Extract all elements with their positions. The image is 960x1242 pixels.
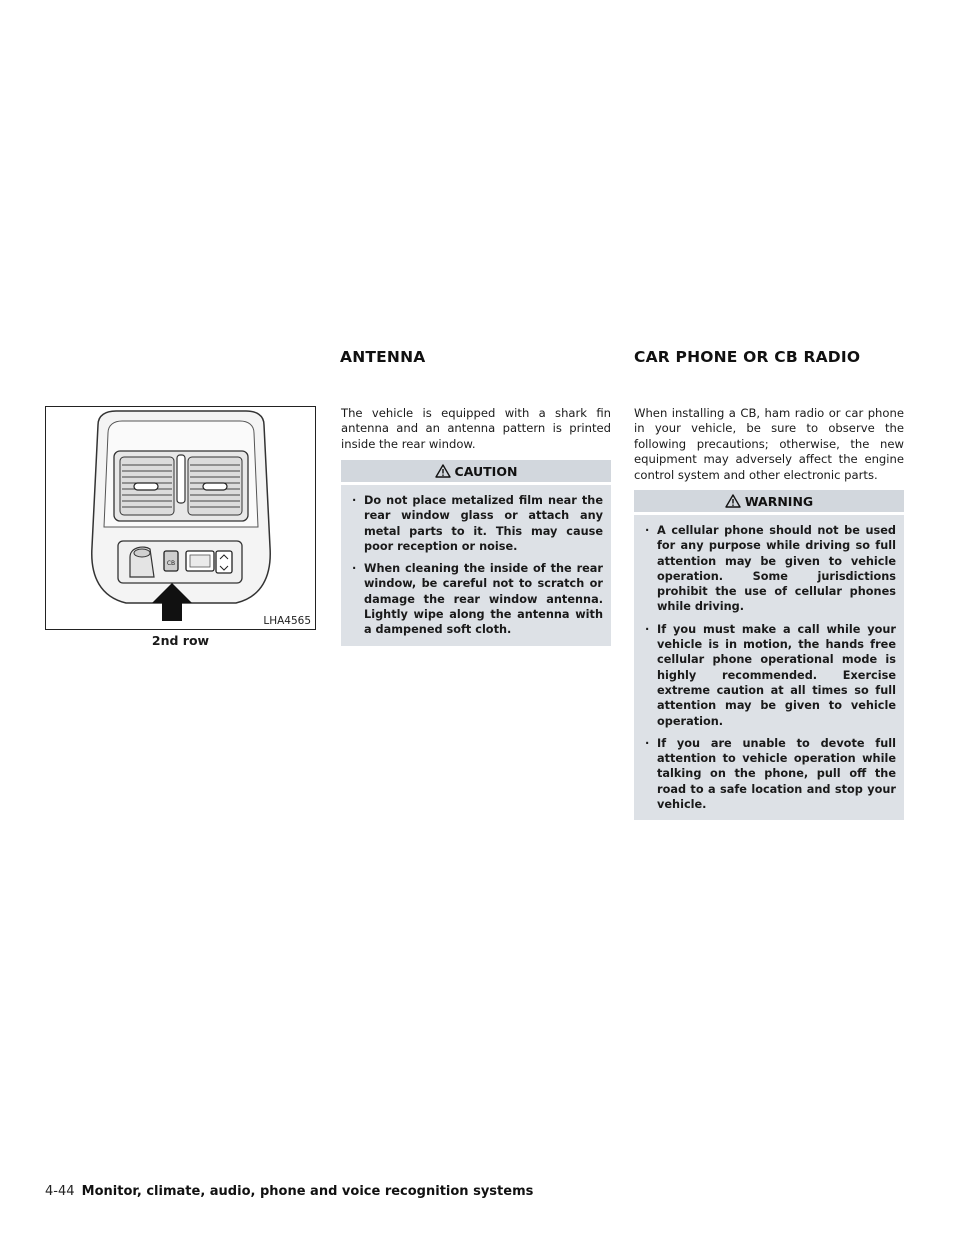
figure-code: LHA4565: [263, 615, 311, 627]
caution-item: · Do not place metalized film near the rear window glass or attach any metal parts to it. This may cause poor reception or noise.: [349, 493, 603, 554]
caution-box: [341, 460, 611, 646]
page-number: 4-44: [45, 1184, 75, 1199]
warning-item: · If you are unable to devote full attention to vehicle operation while talking on the phone, pull off the road to a safe location and stop your vehicle.: [642, 736, 896, 812]
caution-title: CAUTION: [454, 463, 518, 479]
car-phone-heading: CAR PHONE OR CB RADIO: [634, 348, 861, 366]
caution-list: [341, 485, 611, 646]
warning-title: WARNING: [744, 493, 814, 509]
warning-item: · If you must make a call while your vehicle is in motion, the hands free cellular phone operational mode is highly recommended. Exercise extreme caution at all times so full attention may be given to vehicle operation.: [642, 622, 896, 729]
figure-caption: 2nd row: [151, 633, 210, 648]
caution-header: [341, 460, 611, 485]
antenna-body: The vehicle is equipped with a shark fin antenna and an antenna pattern is printed inside the rear window.: [341, 406, 611, 451]
car-phone-body: When installing a CB, ham radio or car phone in your vehicle, be sure to observe the following precautions; otherwise, the new equipment may adversely affect the engine control system and other electronic parts.: [634, 406, 904, 482]
warning-triangle-icon: [435, 464, 451, 478]
caution-item: · When cleaning the inside of the rear window, be careful not to scratch or damage the rear window antenna. Lightly wipe along the antenna with a dampened soft cloth.: [349, 561, 603, 637]
rear-console-illustration: [45, 406, 316, 630]
cb-switch-label: CB: [166, 560, 176, 567]
page-footer: [45, 1184, 533, 1199]
warning-triangle-icon: [725, 494, 741, 508]
warning-item: · A cellular phone should not be used for any purpose while driving so full attention may be given to vehicle operation. Some jurisdictions prohibit the use of cellular phones while driving.: [642, 523, 896, 615]
section-title: Monitor, climate, audio, phone and voice recognition systems: [81, 1184, 534, 1199]
rear-vent-and-switch-illustration: [46, 407, 315, 629]
warning-list: [634, 515, 904, 820]
warning-box: [634, 490, 904, 820]
antenna-heading: ANTENNA: [340, 348, 426, 366]
warning-header: [634, 490, 904, 515]
